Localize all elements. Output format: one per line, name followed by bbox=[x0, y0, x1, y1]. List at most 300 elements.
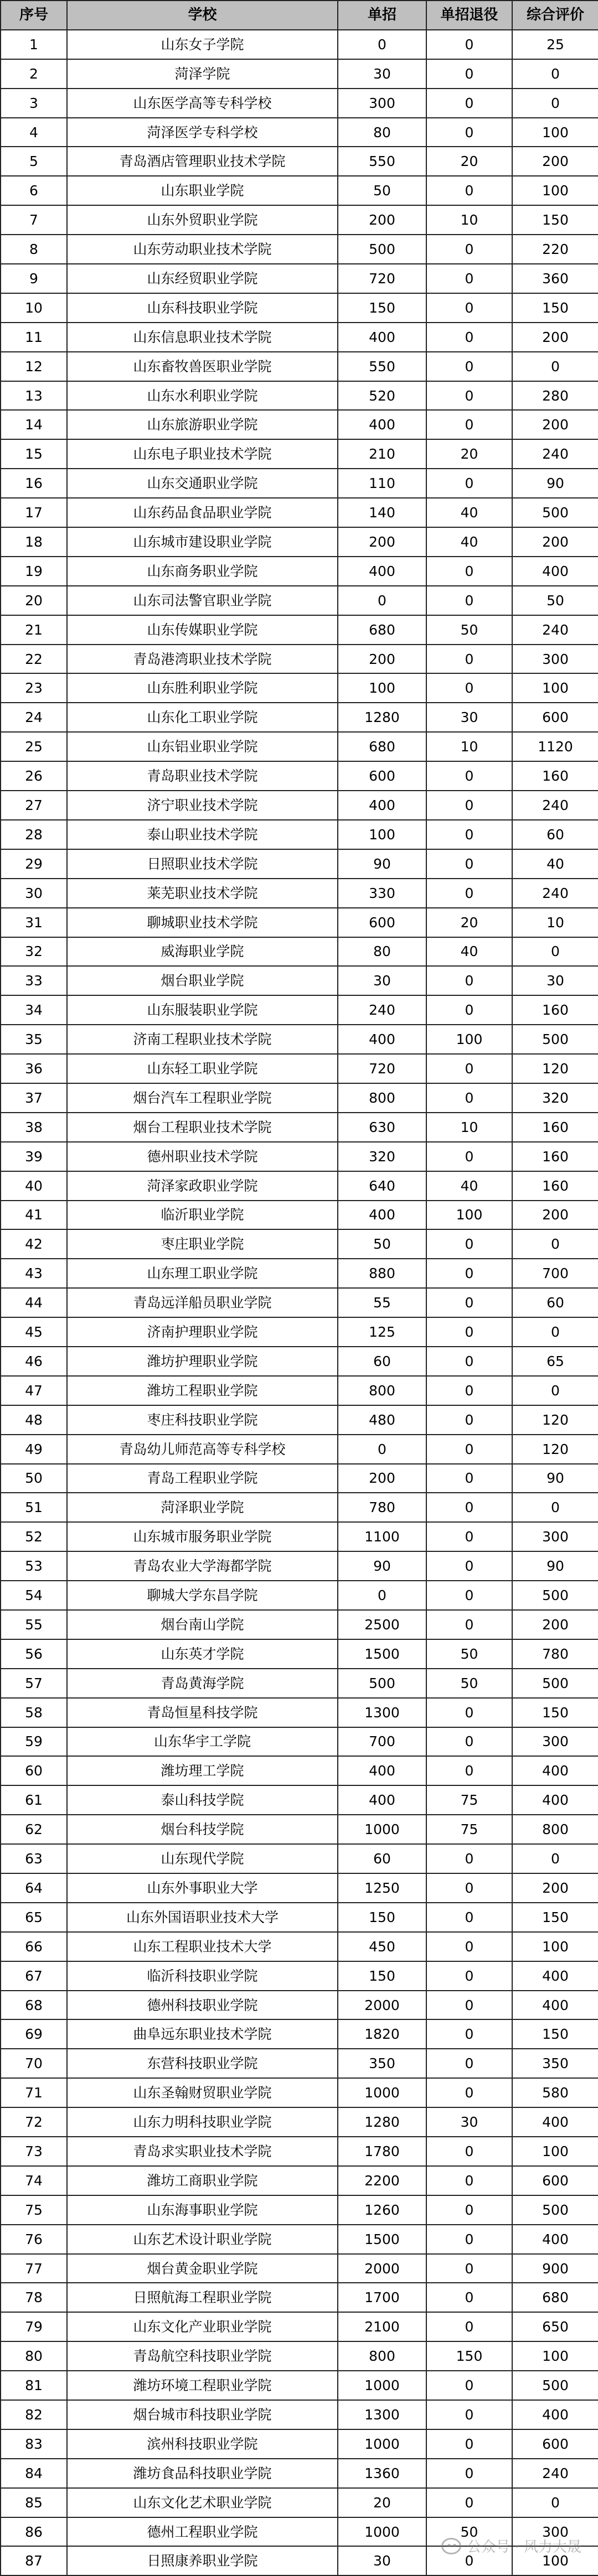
cell-index: 52 bbox=[1, 1522, 67, 1551]
cell-single-admission-veteran: 0 bbox=[426, 1932, 512, 1961]
cell-school: 山东力明科技职业学院 bbox=[67, 2107, 338, 2137]
cell-comprehensive-evaluation: 0 bbox=[512, 352, 598, 381]
cell-single-admission-veteran: 0 bbox=[426, 235, 512, 264]
cell-index: 5 bbox=[1, 147, 67, 176]
cell-comprehensive-evaluation: 100 bbox=[512, 118, 598, 147]
cell-single-admission-veteran: 0 bbox=[426, 879, 512, 908]
table-row bbox=[1, 59, 598, 89]
cell-single-admission-veteran: 0 bbox=[426, 2283, 512, 2312]
cell-school: 曲阜远东职业技术学院 bbox=[67, 2019, 338, 2049]
cell-comprehensive-evaluation: 25 bbox=[512, 30, 598, 59]
cell-school: 山东畜牧兽医职业学院 bbox=[67, 352, 338, 381]
cell-comprehensive-evaluation: 120 bbox=[512, 1054, 598, 1083]
cell-single-admission-veteran: 0 bbox=[426, 1405, 512, 1435]
cell-single-admission: 400 bbox=[338, 1201, 426, 1230]
table-row bbox=[1, 2400, 598, 2429]
cell-comprehensive-evaluation: 160 bbox=[512, 761, 598, 791]
cell-school: 莱芜职业技术学院 bbox=[67, 879, 338, 908]
cell-comprehensive-evaluation: 0 bbox=[512, 1844, 598, 1873]
cell-single-admission-veteran: 75 bbox=[426, 1785, 512, 1815]
table-row bbox=[1, 1522, 598, 1551]
cell-single-admission: 2000 bbox=[338, 1991, 426, 2020]
table-row bbox=[1, 2019, 598, 2049]
cell-school: 山东电子职业技术学院 bbox=[67, 439, 338, 469]
cell-single-admission: 500 bbox=[338, 1669, 426, 1698]
cell-comprehensive-evaluation: 0 bbox=[512, 89, 598, 118]
cell-single-admission: 1700 bbox=[338, 2283, 426, 2312]
cell-single-admission-veteran: 0 bbox=[426, 2254, 512, 2283]
cell-single-admission-veteran: 0 bbox=[426, 293, 512, 323]
cell-single-admission: 0 bbox=[338, 1435, 426, 1464]
watermark-text: 公众号 · 风力大晟 bbox=[467, 2539, 581, 2556]
table-row bbox=[1, 1991, 598, 2020]
cell-single-admission-veteran: 50 bbox=[426, 1639, 512, 1669]
cell-single-admission: 1280 bbox=[338, 703, 426, 732]
cell-single-admission: 150 bbox=[338, 1961, 426, 1991]
cell-single-admission: 480 bbox=[338, 1405, 426, 1435]
cell-single-admission-veteran: 0 bbox=[426, 1903, 512, 1932]
cell-index: 43 bbox=[1, 1259, 67, 1288]
cell-index: 81 bbox=[1, 2371, 67, 2400]
cell-school: 泰山科技学院 bbox=[67, 1785, 338, 1815]
cell-school: 烟台职业学院 bbox=[67, 966, 338, 995]
cell-index: 48 bbox=[1, 1405, 67, 1435]
cell-single-admission-veteran: 0 bbox=[426, 2371, 512, 2400]
table-row bbox=[1, 908, 598, 937]
cell-index: 29 bbox=[1, 849, 67, 879]
cell-index: 86 bbox=[1, 2517, 67, 2547]
cell-single-admission-veteran: 0 bbox=[426, 1054, 512, 1083]
table-row bbox=[1, 2341, 598, 2371]
cell-single-admission: 400 bbox=[338, 323, 426, 352]
cell-index: 25 bbox=[1, 732, 67, 761]
cell-school: 山东英才学院 bbox=[67, 1639, 338, 1669]
table-row bbox=[1, 1610, 598, 1639]
cell-single-admission-veteran: 0 bbox=[426, 2195, 512, 2225]
cell-single-admission-veteran: 30 bbox=[426, 703, 512, 732]
cell-single-admission: 110 bbox=[338, 469, 426, 498]
cell-single-admission: 700 bbox=[338, 1727, 426, 1757]
table-row bbox=[1, 498, 598, 527]
cell-comprehensive-evaluation: 50 bbox=[512, 586, 598, 615]
table-row bbox=[1, 1932, 598, 1961]
table-row bbox=[1, 381, 598, 411]
cell-index: 55 bbox=[1, 1610, 67, 1639]
cell-school: 烟台黄金职业学院 bbox=[67, 2254, 338, 2283]
cell-single-admission: 80 bbox=[338, 118, 426, 147]
cell-comprehensive-evaluation: 600 bbox=[512, 2429, 598, 2459]
cell-school: 山东胜利职业学院 bbox=[67, 673, 338, 703]
cell-school: 山东外事职业大学 bbox=[67, 1873, 338, 1903]
cell-school: 潍坊环境工程职业学院 bbox=[67, 2371, 338, 2400]
cell-index: 17 bbox=[1, 498, 67, 527]
cell-index: 8 bbox=[1, 235, 67, 264]
cell-single-admission: 1000 bbox=[338, 1815, 426, 1844]
cell-single-admission: 400 bbox=[338, 1785, 426, 1815]
cell-single-admission: 100 bbox=[338, 673, 426, 703]
cell-single-admission-veteran: 0 bbox=[426, 1873, 512, 1903]
cell-index: 62 bbox=[1, 1815, 67, 1844]
cell-comprehensive-evaluation: 90 bbox=[512, 1551, 598, 1581]
cell-comprehensive-evaluation: 240 bbox=[512, 2459, 598, 2488]
cell-index: 41 bbox=[1, 1201, 67, 1230]
cell-single-admission-veteran: 0 bbox=[426, 1844, 512, 1873]
cell-school: 菏泽职业学院 bbox=[67, 1493, 338, 1522]
table-row bbox=[1, 1639, 598, 1669]
cell-single-admission: 500 bbox=[338, 235, 426, 264]
cell-single-admission: 1250 bbox=[338, 1873, 426, 1903]
wechat-icon bbox=[441, 2538, 461, 2554]
table-row bbox=[1, 645, 598, 674]
cell-index: 16 bbox=[1, 469, 67, 498]
cell-comprehensive-evaluation: 240 bbox=[512, 791, 598, 820]
table-row bbox=[1, 586, 598, 615]
cell-single-admission: 90 bbox=[338, 849, 426, 879]
cell-index: 50 bbox=[1, 1464, 67, 1493]
cell-school: 山东华宇工学院 bbox=[67, 1727, 338, 1757]
cell-single-admission-veteran: 0 bbox=[426, 1317, 512, 1347]
cell-single-admission: 100 bbox=[338, 820, 426, 849]
cell-single-admission: 720 bbox=[338, 264, 426, 293]
cell-school: 潍坊理工学院 bbox=[67, 1756, 338, 1785]
table-row bbox=[1, 1229, 598, 1259]
cell-single-admission-veteran: 0 bbox=[426, 1991, 512, 2020]
cell-comprehensive-evaluation: 60 bbox=[512, 820, 598, 849]
table-row bbox=[1, 264, 598, 293]
cell-single-admission-veteran: 0 bbox=[426, 995, 512, 1025]
cell-school: 山东医学高等专科学校 bbox=[67, 89, 338, 118]
cell-single-admission-veteran: 0 bbox=[426, 2459, 512, 2488]
table-row bbox=[1, 1785, 598, 1815]
cell-index: 33 bbox=[1, 966, 67, 995]
cell-school: 青岛恒星科技学院 bbox=[67, 1698, 338, 1727]
cell-school: 山东化工职业学院 bbox=[67, 703, 338, 732]
table-row bbox=[1, 791, 598, 820]
cell-school: 山东职业学院 bbox=[67, 176, 338, 205]
cell-index: 39 bbox=[1, 1142, 67, 1171]
cell-single-admission-veteran: 0 bbox=[426, 1464, 512, 1493]
table-row bbox=[1, 966, 598, 995]
table-row bbox=[1, 1054, 598, 1083]
cell-single-admission-veteran: 0 bbox=[426, 1610, 512, 1639]
cell-comprehensive-evaluation: 90 bbox=[512, 469, 598, 498]
cell-index: 19 bbox=[1, 557, 67, 586]
cell-single-admission: 1100 bbox=[338, 1522, 426, 1551]
cell-comprehensive-evaluation: 200 bbox=[512, 323, 598, 352]
table-row bbox=[1, 2166, 598, 2195]
cell-comprehensive-evaluation: 150 bbox=[512, 205, 598, 235]
table-row bbox=[1, 1903, 598, 1932]
cell-single-admission: 0 bbox=[338, 30, 426, 59]
cell-index: 36 bbox=[1, 1054, 67, 1083]
cell-comprehensive-evaluation: 160 bbox=[512, 1142, 598, 1171]
cell-index: 26 bbox=[1, 761, 67, 791]
cell-school: 潍坊护理职业学院 bbox=[67, 1347, 338, 1376]
cell-school: 潍坊工商职业学院 bbox=[67, 2166, 338, 2195]
cell-comprehensive-evaluation: 90 bbox=[512, 1464, 598, 1493]
cell-index: 77 bbox=[1, 2254, 67, 2283]
cell-school: 泰山职业技术学院 bbox=[67, 820, 338, 849]
cell-single-admission: 1300 bbox=[338, 2400, 426, 2429]
cell-single-admission: 2500 bbox=[338, 1610, 426, 1639]
cell-comprehensive-evaluation: 500 bbox=[512, 1025, 598, 1054]
table-row bbox=[1, 761, 598, 791]
cell-single-admission: 400 bbox=[338, 791, 426, 820]
cell-school: 威海职业学院 bbox=[67, 937, 338, 967]
cell-comprehensive-evaluation: 40 bbox=[512, 849, 598, 879]
cell-comprehensive-evaluation: 100 bbox=[512, 176, 598, 205]
cell-single-admission-veteran: 0 bbox=[426, 966, 512, 995]
cell-comprehensive-evaluation: 300 bbox=[512, 1727, 598, 1757]
cell-single-admission: 0 bbox=[338, 586, 426, 615]
cell-single-admission: 400 bbox=[338, 410, 426, 439]
cell-single-admission: 520 bbox=[338, 381, 426, 411]
cell-comprehensive-evaluation: 65 bbox=[512, 1347, 598, 1376]
cell-single-admission: 550 bbox=[338, 352, 426, 381]
table-row bbox=[1, 2459, 598, 2488]
cell-single-admission: 630 bbox=[338, 1113, 426, 1142]
cell-comprehensive-evaluation: 150 bbox=[512, 2019, 598, 2049]
cell-index: 27 bbox=[1, 791, 67, 820]
cell-school: 枣庄科技职业学院 bbox=[67, 1405, 338, 1435]
cell-comprehensive-evaluation: 100 bbox=[512, 1932, 598, 1961]
cell-single-admission: 60 bbox=[338, 1347, 426, 1376]
cell-single-admission: 1260 bbox=[338, 2195, 426, 2225]
cell-school: 济宁职业技术学院 bbox=[67, 791, 338, 820]
cell-school: 菏泽医学专科学校 bbox=[67, 118, 338, 147]
cell-index: 60 bbox=[1, 1756, 67, 1785]
cell-single-admission-veteran: 0 bbox=[426, 1435, 512, 1464]
cell-single-admission-veteran: 0 bbox=[426, 2166, 512, 2195]
cell-index: 63 bbox=[1, 1844, 67, 1873]
cell-single-admission: 680 bbox=[338, 732, 426, 761]
cell-index: 57 bbox=[1, 1669, 67, 1698]
cell-single-admission-veteran: 0 bbox=[426, 673, 512, 703]
cell-single-admission-veteran: 0 bbox=[426, 820, 512, 849]
cell-comprehensive-evaluation: 160 bbox=[512, 1113, 598, 1142]
cell-index: 18 bbox=[1, 527, 67, 557]
cell-comprehensive-evaluation: 350 bbox=[512, 2049, 598, 2078]
cell-school: 菏泽学院 bbox=[67, 59, 338, 89]
cell-single-admission-veteran: 0 bbox=[426, 323, 512, 352]
cell-school: 东营科技职业学院 bbox=[67, 2049, 338, 2078]
cell-comprehensive-evaluation: 400 bbox=[512, 2107, 598, 2137]
cell-school: 山东外国语职业技术大学 bbox=[67, 1903, 338, 1932]
cell-single-admission: 800 bbox=[338, 1376, 426, 1405]
cell-single-admission-veteran: 100 bbox=[426, 1201, 512, 1230]
cell-comprehensive-evaluation: 500 bbox=[512, 2195, 598, 2225]
cell-school: 青岛航空科技职业学院 bbox=[67, 2341, 338, 2371]
cell-school: 青岛工程职业学院 bbox=[67, 1464, 338, 1493]
cell-comprehensive-evaluation: 150 bbox=[512, 1698, 598, 1727]
table-row bbox=[1, 323, 598, 352]
cell-index: 32 bbox=[1, 937, 67, 967]
cell-single-admission-veteran: 0 bbox=[426, 30, 512, 59]
cell-single-admission: 50 bbox=[338, 1229, 426, 1259]
cell-school: 山东轻工职业学院 bbox=[67, 1054, 338, 1083]
cell-school: 日照职业技术学院 bbox=[67, 849, 338, 879]
cell-school: 山东艺术设计职业学院 bbox=[67, 2225, 338, 2254]
cell-school: 烟台汽车工程职业学院 bbox=[67, 1083, 338, 1113]
cell-single-admission: 680 bbox=[338, 615, 426, 645]
table-row bbox=[1, 352, 598, 381]
cell-single-admission-veteran: 50 bbox=[426, 2517, 512, 2547]
cell-single-admission-veteran: 0 bbox=[426, 2400, 512, 2429]
cell-single-admission-veteran: 50 bbox=[426, 615, 512, 645]
cell-single-admission: 20 bbox=[338, 2488, 426, 2517]
cell-comprehensive-evaluation: 10 bbox=[512, 908, 598, 937]
cell-school: 山东科技职业学院 bbox=[67, 293, 338, 323]
table-row bbox=[1, 1756, 598, 1785]
cell-comprehensive-evaluation: 300 bbox=[512, 645, 598, 674]
cell-index: 61 bbox=[1, 1785, 67, 1815]
cell-single-admission: 800 bbox=[338, 2341, 426, 2371]
cell-single-admission: 880 bbox=[338, 1259, 426, 1288]
cell-school: 山东旅游职业学院 bbox=[67, 410, 338, 439]
cell-single-admission-veteran: 0 bbox=[426, 761, 512, 791]
cell-comprehensive-evaluation: 100 bbox=[512, 673, 598, 703]
cell-index: 37 bbox=[1, 1083, 67, 1113]
cell-index: 40 bbox=[1, 1171, 67, 1201]
cell-comprehensive-evaluation: 580 bbox=[512, 2078, 598, 2107]
cell-index: 65 bbox=[1, 1903, 67, 1932]
cell-school: 山东城市服务职业学院 bbox=[67, 1522, 338, 1551]
cell-single-admission: 1280 bbox=[338, 2107, 426, 2137]
cell-school: 山东传媒职业学院 bbox=[67, 615, 338, 645]
cell-index: 73 bbox=[1, 2137, 67, 2166]
cell-single-admission-veteran: 0 bbox=[426, 1142, 512, 1171]
cell-comprehensive-evaluation: 100 bbox=[512, 2137, 598, 2166]
cell-comprehensive-evaluation: 300 bbox=[512, 1522, 598, 1551]
table-row bbox=[1, 527, 598, 557]
table-row bbox=[1, 410, 598, 439]
cell-index: 59 bbox=[1, 1727, 67, 1757]
cell-school: 山东现代学院 bbox=[67, 1844, 338, 1873]
cell-index: 34 bbox=[1, 995, 67, 1025]
cell-index: 46 bbox=[1, 1347, 67, 1376]
cell-school: 日照航海工程职业学院 bbox=[67, 2283, 338, 2312]
cell-comprehensive-evaluation: 400 bbox=[512, 2225, 598, 2254]
cell-single-admission-veteran: 10 bbox=[426, 732, 512, 761]
cell-comprehensive-evaluation: 500 bbox=[512, 2371, 598, 2400]
cell-single-admission-veteran: 0 bbox=[426, 1961, 512, 1991]
cell-school: 菏泽家政职业学院 bbox=[67, 1171, 338, 1201]
table-row bbox=[1, 2137, 598, 2166]
cell-index: 49 bbox=[1, 1435, 67, 1464]
cell-single-admission-veteran: 0 bbox=[426, 791, 512, 820]
cell-school: 山东城市建设职业学院 bbox=[67, 527, 338, 557]
cell-index: 14 bbox=[1, 410, 67, 439]
cell-index: 24 bbox=[1, 703, 67, 732]
cell-single-admission: 55 bbox=[338, 1288, 426, 1317]
cell-index: 30 bbox=[1, 879, 67, 908]
cell-index: 11 bbox=[1, 323, 67, 352]
cell-comprehensive-evaluation: 680 bbox=[512, 2283, 598, 2312]
cell-comprehensive-evaluation: 400 bbox=[512, 557, 598, 586]
cell-index: 42 bbox=[1, 1229, 67, 1259]
cell-school: 滨州科技职业学院 bbox=[67, 2429, 338, 2459]
cell-comprehensive-evaluation: 320 bbox=[512, 1083, 598, 1113]
table-row bbox=[1, 1171, 598, 1201]
cell-comprehensive-evaluation: 120 bbox=[512, 1435, 598, 1464]
cell-index: 51 bbox=[1, 1493, 67, 1522]
cell-school: 山东女子学院 bbox=[67, 30, 338, 59]
table-row bbox=[1, 615, 598, 645]
table-row bbox=[1, 1581, 598, 1610]
cell-single-admission-veteran: 40 bbox=[426, 937, 512, 967]
cell-index: 64 bbox=[1, 1873, 67, 1903]
table-row bbox=[1, 1376, 598, 1405]
cell-school: 青岛幼儿师范高等专科学校 bbox=[67, 1435, 338, 1464]
cell-comprehensive-evaluation: 0 bbox=[512, 1317, 598, 1347]
cell-school: 青岛远洋船员职业学院 bbox=[67, 1288, 338, 1317]
cell-index: 45 bbox=[1, 1317, 67, 1347]
cell-single-admission: 240 bbox=[338, 995, 426, 1025]
table-row bbox=[1, 820, 598, 849]
cell-single-admission-veteran: 10 bbox=[426, 205, 512, 235]
cell-comprehensive-evaluation: 800 bbox=[512, 1815, 598, 1844]
cell-single-admission: 320 bbox=[338, 1142, 426, 1171]
cell-single-admission-veteran: 0 bbox=[426, 1522, 512, 1551]
table-row bbox=[1, 1551, 598, 1581]
cell-single-admission: 1000 bbox=[338, 2517, 426, 2547]
cell-index: 6 bbox=[1, 176, 67, 205]
cell-school: 山东商务职业学院 bbox=[67, 557, 338, 586]
cell-index: 23 bbox=[1, 673, 67, 703]
table-row bbox=[1, 118, 598, 147]
cell-comprehensive-evaluation: 500 bbox=[512, 1581, 598, 1610]
cell-single-admission-veteran: 40 bbox=[426, 527, 512, 557]
cell-school: 山东文化产业职业学院 bbox=[67, 2312, 338, 2341]
cell-comprehensive-evaluation: 0 bbox=[512, 937, 598, 967]
cell-school: 山东水利职业学院 bbox=[67, 381, 338, 411]
cell-index: 66 bbox=[1, 1932, 67, 1961]
cell-school: 德州科技职业学院 bbox=[67, 1991, 338, 2020]
table-row bbox=[1, 1873, 598, 1903]
cell-single-admission: 640 bbox=[338, 1171, 426, 1201]
cell-single-admission-veteran: 0 bbox=[426, 118, 512, 147]
header-single-admission: 单招 bbox=[338, 1, 426, 30]
header-index: 序号 bbox=[1, 1, 67, 30]
cell-single-admission: 400 bbox=[338, 1025, 426, 1054]
table-row bbox=[1, 2225, 598, 2254]
cell-school: 青岛港湾职业技术学院 bbox=[67, 645, 338, 674]
cell-school: 烟台科技学院 bbox=[67, 1815, 338, 1844]
cell-single-admission-veteran: 0 bbox=[426, 59, 512, 89]
cell-comprehensive-evaluation: 700 bbox=[512, 1259, 598, 1288]
cell-single-admission-veteran: 0 bbox=[426, 264, 512, 293]
cell-comprehensive-evaluation: 650 bbox=[512, 2312, 598, 2341]
cell-school: 济南护理职业学院 bbox=[67, 1317, 338, 1347]
cell-single-admission-veteran: 0 bbox=[426, 2225, 512, 2254]
table-row bbox=[1, 849, 598, 879]
cell-single-admission-veteran: 0 bbox=[426, 2078, 512, 2107]
cell-index: 1 bbox=[1, 30, 67, 59]
table-row bbox=[1, 469, 598, 498]
cell-single-admission: 800 bbox=[338, 1083, 426, 1113]
cell-single-admission-veteran: 0 bbox=[426, 89, 512, 118]
table-row bbox=[1, 673, 598, 703]
cell-single-admission-veteran: 40 bbox=[426, 498, 512, 527]
cell-school: 日照康养职业学院 bbox=[67, 2546, 338, 2575]
cell-single-admission: 30 bbox=[338, 966, 426, 995]
cell-comprehensive-evaluation: 400 bbox=[512, 1991, 598, 2020]
table-row bbox=[1, 1347, 598, 1376]
cell-single-admission: 200 bbox=[338, 645, 426, 674]
cell-single-admission: 450 bbox=[338, 1932, 426, 1961]
table-row bbox=[1, 1317, 598, 1347]
cell-comprehensive-evaluation: 200 bbox=[512, 410, 598, 439]
